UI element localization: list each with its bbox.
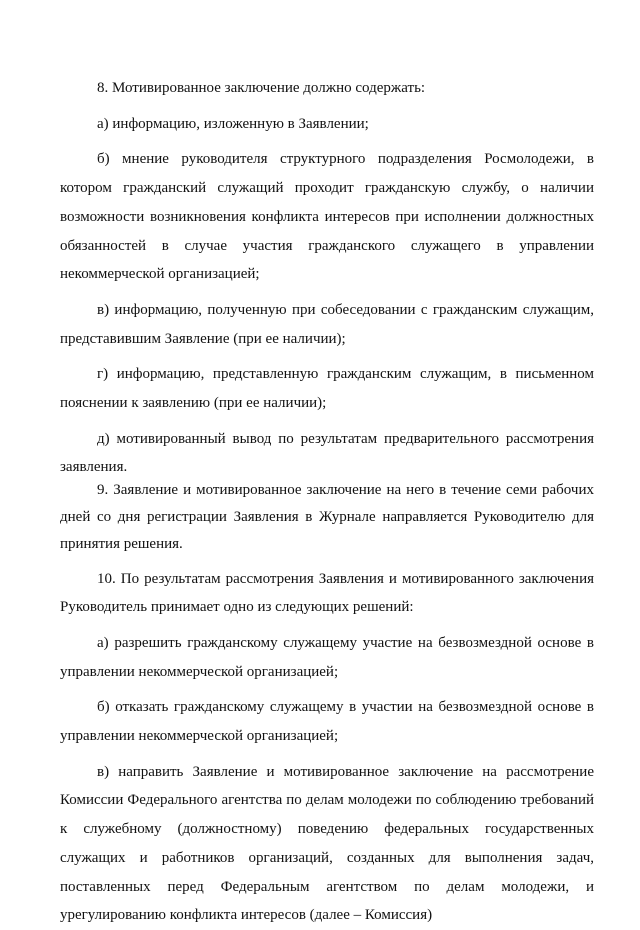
item-8-b: б) мнение руководителя структурного подразделения Росмолодежи, в котором гражданский служащий проходит гражданскую службу, о наличии возможности возникновения конфликта интересов при исполнении должностных обязанностей в случае участия гражданского служащего в управлении некоммерческой организацией; — [60, 151, 594, 283]
item-8-g: г) информацию, представленную гражданским служащим, в письменном пояснении к заявлению (при ее наличии); — [60, 366, 594, 412]
item-9: 9. Заявление и мотивированное заключение на него в течение семи рабочих дней со дня регистрации Заявления в Журнале направляется Руководителю для принятия решения. — [60, 482, 594, 552]
item-10-v: в) направить Заявление и мотивированное заключение на рассмотрение Комиссии Федерального агентства по делам молодежи по соблюдению требований к служебному (должностному) поведению федеральных государственных служащих и работников организаций, созданных для выполнения задач, поставленных перед Федеральным агентством по делам молодежи, и урегулированию конфликта интересов (далее – Комиссия) — [60, 763, 594, 924]
item-8-v: в) информацию, полученную при собеседовании с гражданским служащим, представившим Заявление (при ее наличии); — [60, 301, 594, 347]
item-10-a: а) разрешить гражданскому служащему участие на безвозмездной основе в управлении некоммерческой организацией; — [60, 634, 594, 680]
item-10: 10. По результатам рассмотрения Заявления и мотивированного заключения Руководитель принимает одно из следующих решений: — [60, 570, 594, 616]
item-8-a: а) информацию, изложенную в Заявлении; — [97, 115, 369, 132]
document-page — [60, 74, 594, 930]
item-8-heading: 8. Мотивированное заключение должно содержать: — [97, 80, 426, 96]
item-8-d: д) мотивированный вывод по результатам предварительного рассмотрения заявления. — [60, 430, 594, 476]
item-10-b: б) отказать гражданскому служащему в участии на безвозмездной основе в управлении некоммерческой организацией; — [60, 699, 594, 745]
